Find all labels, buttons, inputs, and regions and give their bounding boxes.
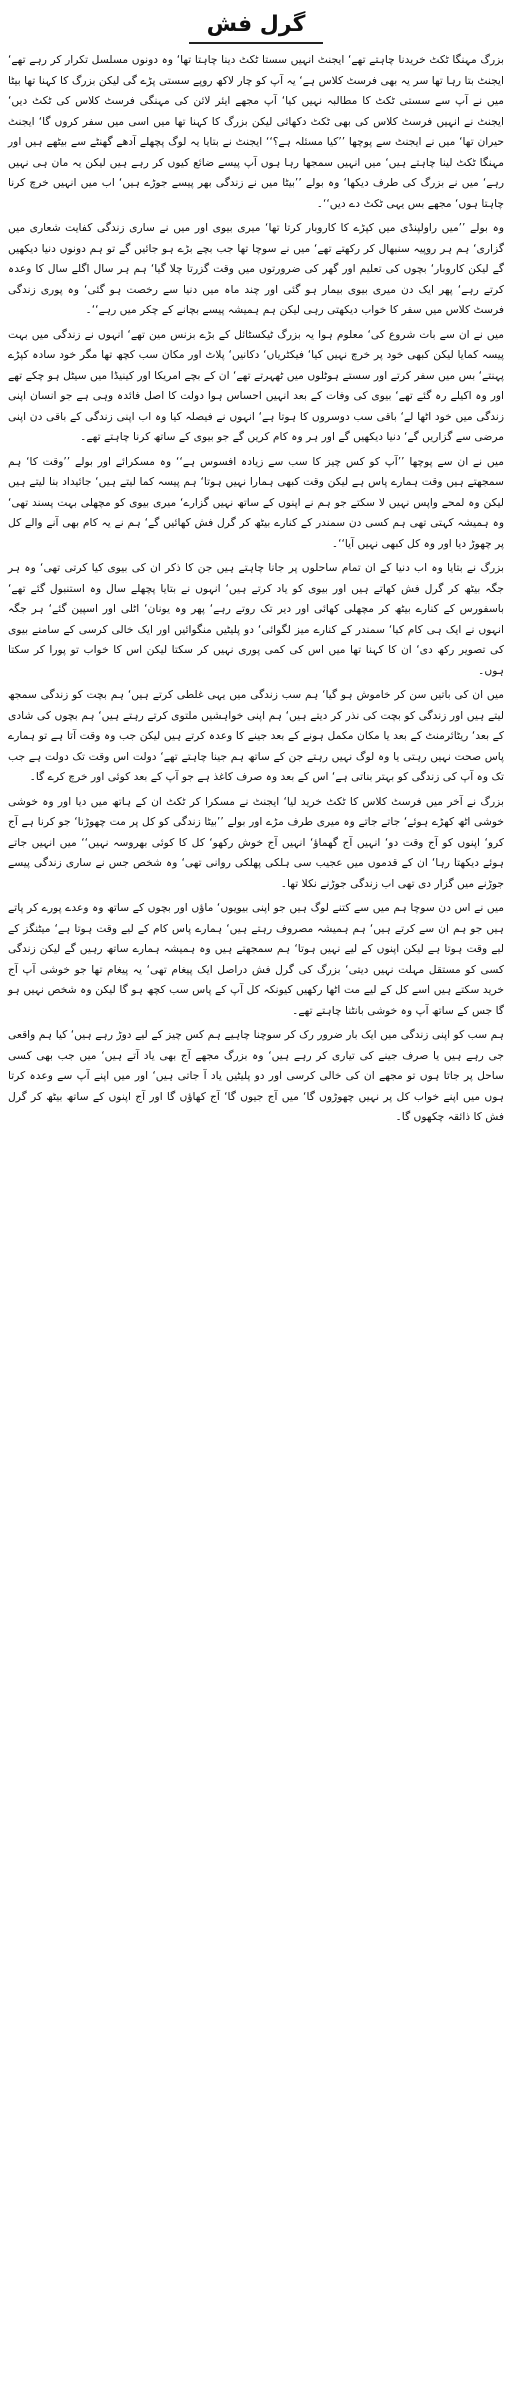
paragraph: بزرگ نے آخر میں فرسٹ کلاس کا ٹکٹ خرید لیا‘ ایجنٹ نے مسکرا کر ٹکٹ ان کے ہاتھ میں دیا اور وہ خوشی خوشی اٹھ کھڑے ہوئے‘ جاتے جاتے وہ میری طرف مڑے اور بولے ’’بیٹا زندگی کو کل پر مت چھوڑنا‘ جو کرنا ہے آج کرو‘ اپنوں کو آج وقت دو‘ انہیں آج گھماؤ‘ انہیں آج خوش رکھو‘ کل کا کوئی بھروسہ نہیں‘‘ میں انہیں جاتے ہوئے دیکھتا رہا‘ ان کے قدموں میں عجیب سی ہلکی پھلکی روانی تھی‘ وہ شخص جس نے ساری زندگی پیسے جوڑنے میں گزار دی تھی اب زندگی جوڑنے نکلا تھا۔ <box>8 794 504 890</box>
title-wrap <box>8 10 504 44</box>
article-body <box>8 50 504 1128</box>
paragraph: میں نے ان سے بات شروع کی‘ معلوم ہوا یہ بزرگ ٹیکسٹائل کے بڑے بزنس مین تھے‘ انہوں نے زندگی میں بہت پیسہ کمایا لیکن کبھی خود پر خرچ نہیں کیا‘ فیکٹریاں‘ دکانیں‘ پلاٹ اور مکان سب کچھ تھا مگر خود سادہ کپڑے پہنتے‘ بس میں سفر کرتے اور سستے ہوٹلوں میں ٹھہرتے تھے‘ ان کے بچے امریکا اور کینیڈا میں سیٹل ہو چکے تھے اور وہ اکیلے رہ گئے تھے‘ بیوی کی وفات کے بعد انہیں احساس ہوا دولت کا اصل فائدہ وہی ہے جو انسان اپنی زندگی میں خود اٹھا لے‘ باقی سب دوسروں کا ہوتا ہے‘ انہوں نے فیصلہ کیا وہ اب اپنی زندگی کے باقی دن اپنی مرضی سے گزاریں گے‘ دنیا دیکھیں گے اور ہر وہ کام کریں گے جو بیوی کے ساتھ کرنا چاہتے تھے۔ <box>8 327 504 443</box>
article-title: گرل فش <box>189 10 324 44</box>
paragraph: ہم سب کو اپنی زندگی میں ایک بار ضرور رک کر سوچنا چاہیے ہم کس چیز کے لیے دوڑ رہے ہیں‘ کیا ہم واقعی جی رہے ہیں یا صرف جینے کی تیاری کر رہے ہیں‘ وہ بزرگ مجھے آج بھی یاد آتے ہیں‘ میں جب بھی کسی ساحل پر جاتا ہوں تو مجھے ان کی خالی کرسی اور دو پلیٹیں یاد آ جاتی ہیں‘ اور میں اپنے آپ سے وعدہ کرتا ہوں میں اپنے خواب کل پر نہیں چھوڑوں گا‘ میں آج جیوں گا‘ آج کھاؤں گا اور آج اپنوں کے ساتھ بیٹھ کر گرل فش کا ذائقہ چکھوں گا۔ <box>8 1028 504 1123</box>
paragraph: میں ان کی باتیں سن کر خاموش ہو گیا‘ ہم سب زندگی میں یہی غلطی کرتے ہیں‘ ہم بچت کو زندگی سمجھ لیتے ہیں اور زندگی کو بچت کی نذر کر دیتے ہیں‘ ہم اپنی خواہشیں ملتوی کرتے رہتے ہیں‘ ہم بچوں کی شادی کے بعد‘ ریٹائرمنٹ کے بعد یا مکان مکمل ہونے کے بعد جینے کا وعدہ کرتے ہیں لیکن جب وہ وقت آتا ہے تو ہمارے پاس صحت نہیں رہتی یا وہ لوگ نہیں رہتے جن کے ساتھ ہم جینا چاہتے تھے‘ دولت اس وقت تک دولت ہے جب تک وہ آپ کی زندگی کو بہتر بناتی ہے‘ اس کے بعد وہ صرف کاغذ ہے جو آپ کے بعد کوئی اور خرچ کرے گا۔ <box>8 688 504 783</box>
paragraph: بزرگ مہنگا ٹکٹ خریدنا چاہتے تھے‘ ایجنٹ انہیں سستا ٹکٹ دینا چاہتا تھا‘ وہ دونوں مسلسل تکرار کر رہے تھے‘ ایجنٹ بتا رہا تھا سر یہ بھی فرسٹ کلاس ہے‘ یہ آپ کو چار لاکھ روپے سستی پڑے گی لیکن بزرگ کا کہنا تھا بیٹا میں نے آپ سے سستی ٹکٹ کا مطالبہ نہیں کیا‘ آپ مجھے ایئر لائن کی مہنگی فرسٹ کلاس کی ٹکٹ دیں‘ ایجنٹ نے انہیں فرسٹ کلاس کی بھی ٹکٹ دکھائی لیکن بزرگ کا کہنا تھا میں اسی میں سفر کروں گا‘ ایجنٹ حیران تھا‘ میں نے ایجنٹ سے پوچھا ’’کیا مسئلہ ہے؟‘‘ ایجنٹ نے بتایا یہ لوگ پچھلے آدھے گھنٹے سے بیٹھے ہیں اور مہنگا ٹکٹ لینا چاہتے ہیں‘ میں انہیں سمجھا رہا ہوں آپ پیسے ضائع کیوں کر رہے ہیں لیکن یہ مان ہی نہیں رہے‘ میں نے بزرگ کی طرف دیکھا‘ وہ بولے ’’بیٹا میں نے زندگی بھر پیسے جوڑے ہیں‘ اب میں انہیں خرچ کرنا چاہتا ہوں‘ مجھے بس یہی ٹکٹ دے دیں‘‘۔ <box>8 53 504 210</box>
paragraph: بزرگ نے بتایا وہ اب دنیا کے ان تمام ساحلوں پر جانا چاہتے ہیں جن کا ذکر ان کی بیوی کیا کرتی تھی‘ وہ ہر جگہ بیٹھ کر گرل فش کھاتے ہیں اور بیوی کو یاد کرتے ہیں‘ انہوں نے بتایا پچھلے سال وہ استنبول گئے تھے‘ باسفورس کے کنارے بیٹھ کر مچھلی کھائی اور دیر تک روتے رہے‘ پھر وہ یونان‘ اٹلی اور اسپین گئے‘ ہر جگہ انہوں نے ایک ہی کام کیا‘ سمندر کے کنارے میز لگوائی‘ دو پلیٹیں منگوائیں اور ایک خالی کرسی کے سامنے بیوی کی تصویر رکھ دی‘ ان کا کہنا تھا میں اس کی کمی پوری نہیں کر سکتا لیکن اس کا خواب تو پورا کر سکتا ہوں۔ <box>8 561 504 677</box>
paragraph: وہ بولے ’’میں راولپنڈی میں کپڑے کا کاروبار کرتا تھا‘ میری بیوی اور میں نے ساری زندگی کفایت شعاری میں گزاری‘ ہم ہر روپیہ سنبھال کر رکھتے تھے‘ میں نے سوچا تھا جب بچے بڑے ہو جائیں گے تو ہم دونوں دنیا دیکھیں گے لیکن کاروبار‘ بچوں کی تعلیم اور گھر کی ضرورتوں میں وقت گزرتا چلا گیا‘ ہم ہر سال اگلے سال کا وعدہ کرتے رہے‘ پھر ایک دن میری بیوی بیمار ہو گئی اور چند ماہ میں دنیا سے رخصت ہو گئی‘ وہ پوری زندگی فرسٹ کلاس میں سفر کا خواب دیکھتی رہی لیکن ہم ہمیشہ پیسے بچانے کے چکر میں رہے‘‘۔ <box>8 221 504 316</box>
paragraph: میں نے اس دن سوچا ہم میں سے کتنے لوگ ہیں جو اپنی بیویوں‘ ماؤں اور بچوں کے ساتھ وہ وعدے پورے کر پاتے ہیں جو ہم ان سے کرتے ہیں‘ ہم ہمیشہ مصروف رہتے ہیں‘ ہمارے پاس کام کے لیے وقت ہوتا ہے‘ میٹنگز کے لیے وقت ہوتا ہے لیکن اپنوں کے لیے نہیں ہوتا‘ ہم سمجھتے ہیں وہ ہمیشہ ہمارے ساتھ رہیں گے لیکن زندگی کسی کو مستقل مہلت نہیں دیتی‘ بزرگ کی گرل فش دراصل ایک پیغام تھی‘ یہ پیغام تھا جو خوشی آپ آج خرید سکتے ہیں اسے کل کے لیے مت اٹھا رکھیں کیونکہ کل آپ کے پاس سب کچھ ہو گا لیکن وہ شخص نہیں ہو گا جس کے ساتھ آپ وہ خوشی بانٹنا چاہتے تھے۔ <box>8 901 504 1017</box>
paragraph: میں نے ان سے پوچھا ’’آپ کو کس چیز کا سب سے زیادہ افسوس ہے‘‘ وہ مسکرائے اور بولے ’’وقت کا‘ ہم سمجھتے ہیں وقت ہمارے پاس ہے لیکن وقت کبھی ہمارا نہیں ہوتا‘ ہم پیسہ کما لیتے ہیں‘ جائیداد بنا لیتے ہیں لیکن وہ لمحے واپس نہیں لا سکتے جو ہم نے اپنوں کے ساتھ نہیں گزارے‘ میری بیوی کو مچھلی بہت پسند تھی‘ وہ ہمیشہ کہتی تھی ہم کسی دن سمندر کے کنارے بیٹھ کر گرل فش کھائیں گے‘ ہم نے یہ کام بھی آنے والے کل پر چھوڑ دیا اور وہ کل کبھی نہیں آیا‘‘۔ <box>8 454 504 550</box>
